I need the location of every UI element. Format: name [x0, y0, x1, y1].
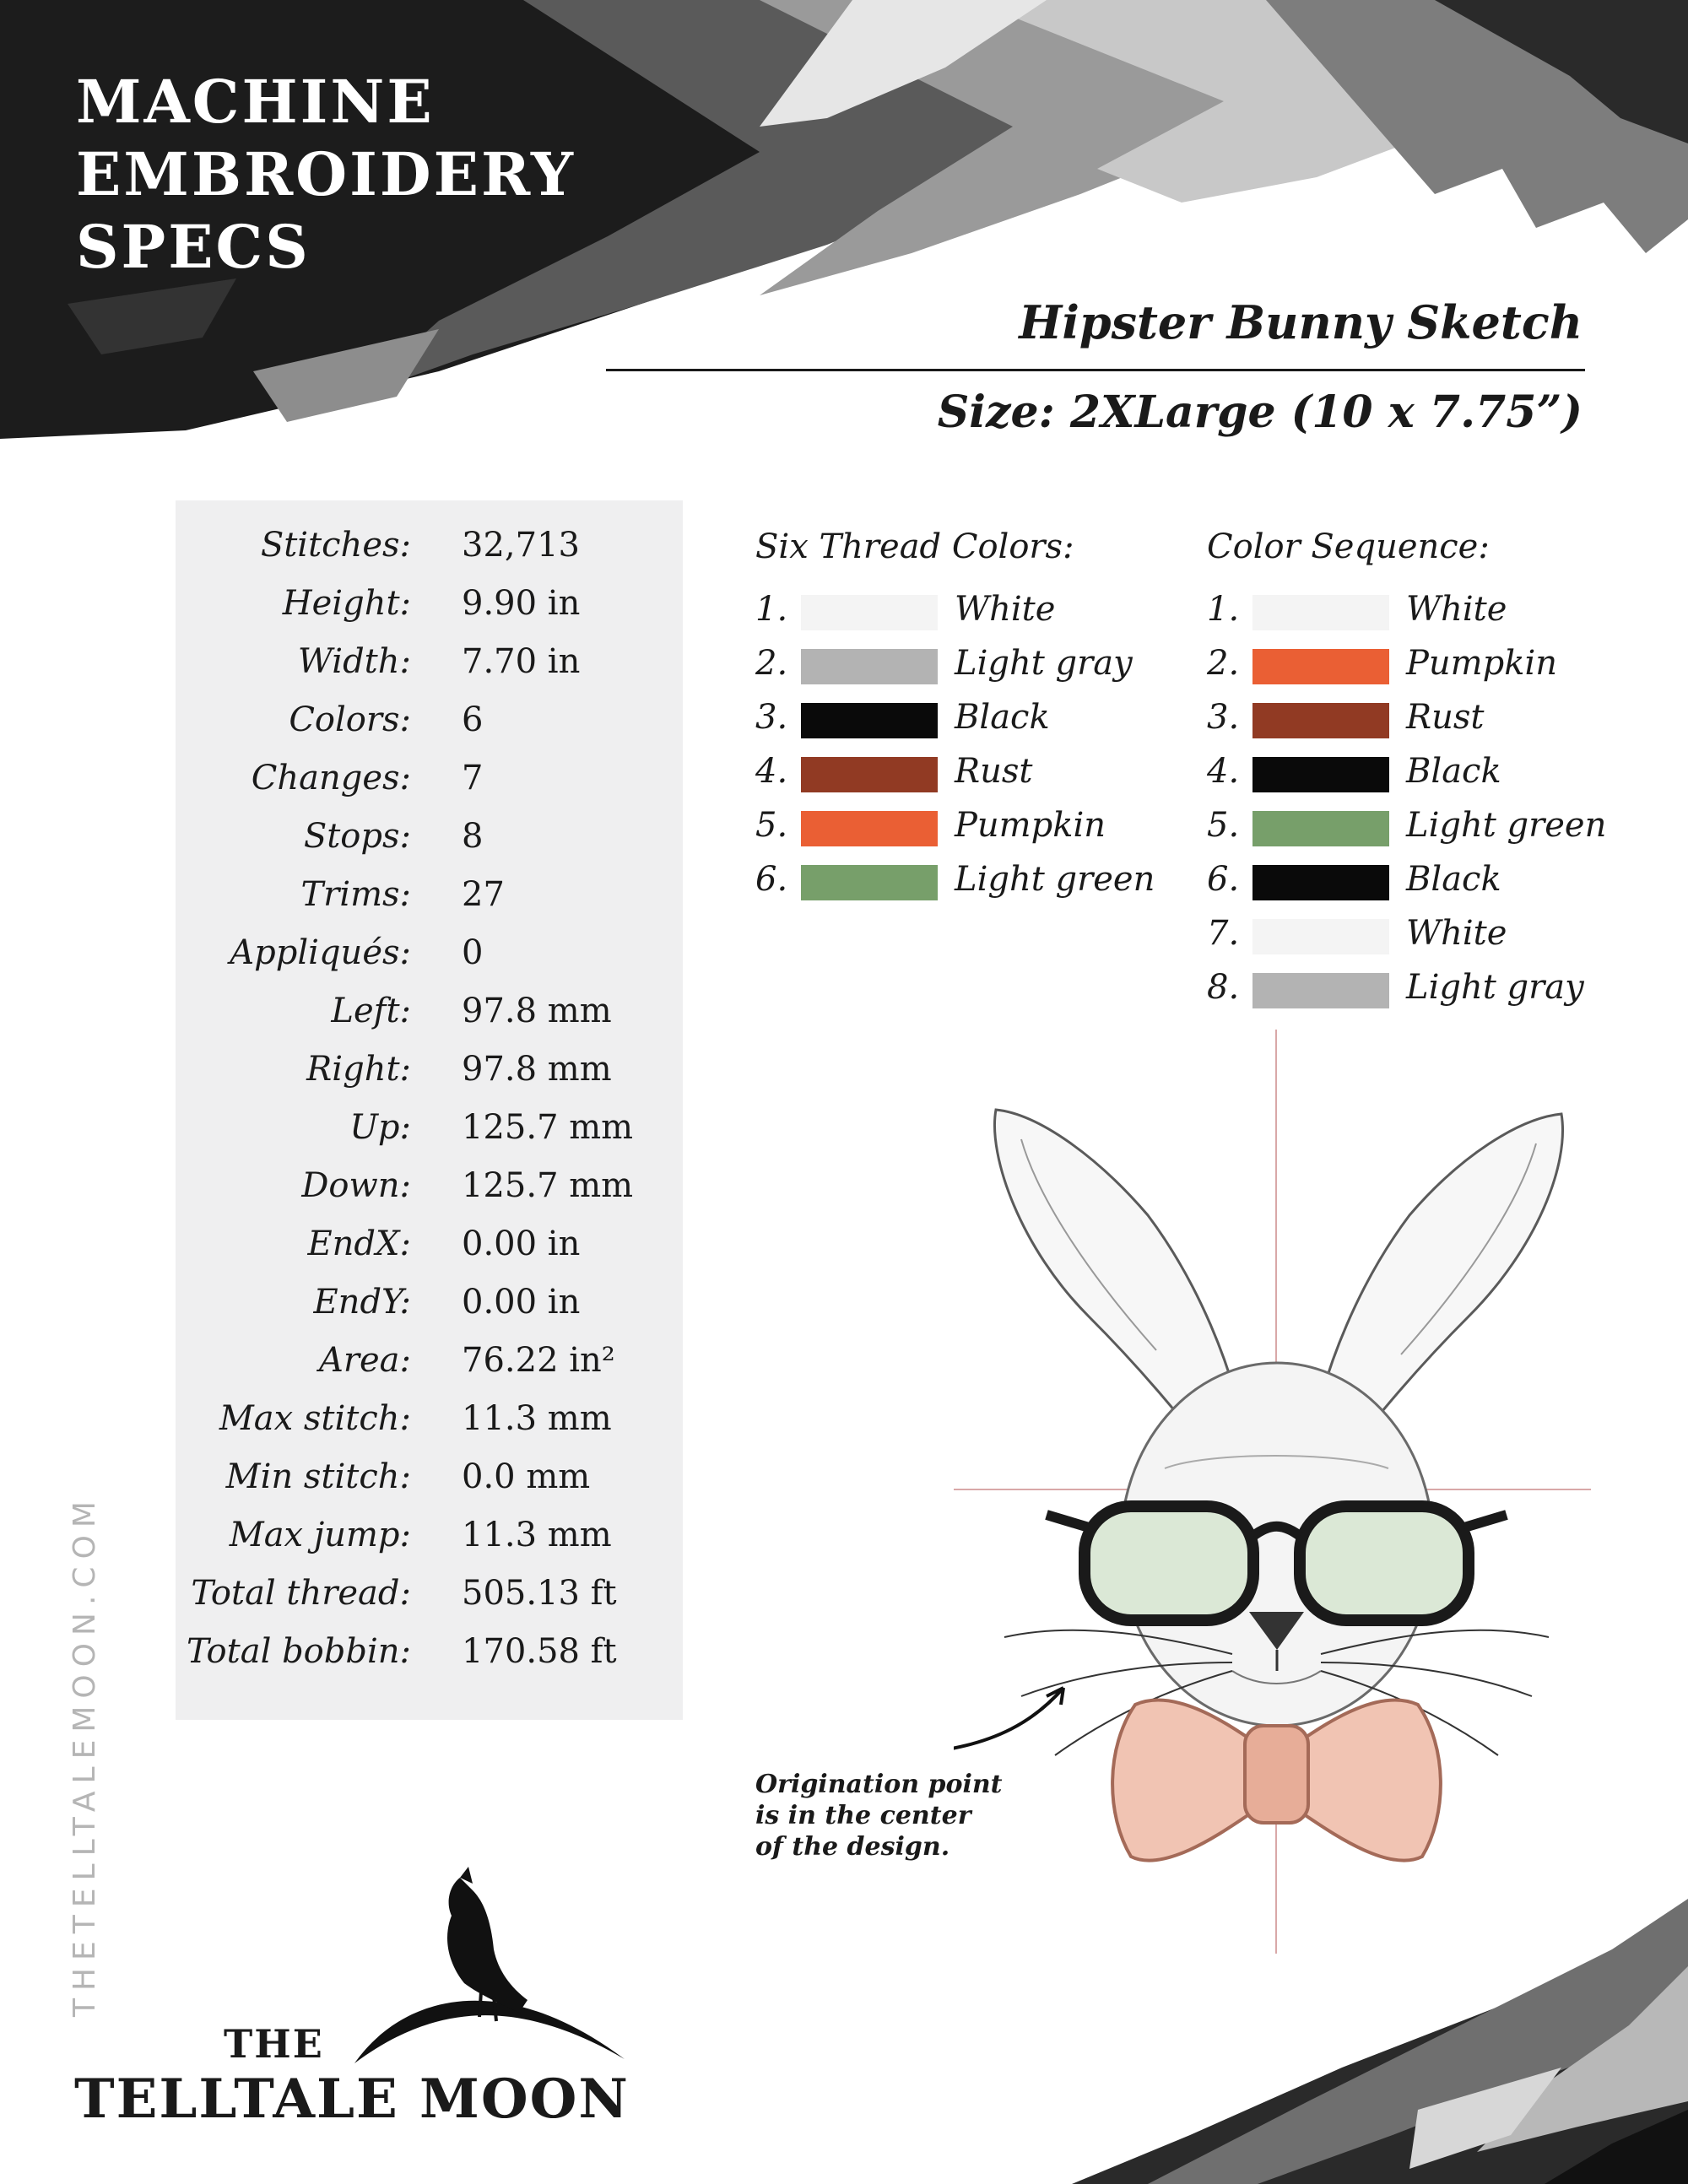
color-number: 5. [1207, 806, 1240, 845]
spec-value: 76.22 in² [462, 1341, 615, 1380]
color-name: Black [1406, 752, 1501, 791]
thread-color-item [755, 860, 1160, 919]
color-number: 4. [1207, 752, 1240, 791]
color-name: Light gray [1406, 968, 1584, 1007]
color-name: Light green [955, 860, 1155, 899]
spec-row [176, 933, 683, 992]
spec-row [176, 875, 683, 933]
color-swatch [801, 865, 938, 900]
sequence-item [1207, 590, 1646, 649]
spec-label: Min stitch: [225, 1457, 411, 1496]
color-number: 1. [1207, 590, 1240, 629]
color-number: 3. [755, 698, 788, 737]
color-number: 6. [755, 860, 788, 899]
color-number: 6. [1207, 860, 1240, 899]
spec-value: 170.58 ft [462, 1632, 617, 1671]
spec-value: 505.13 ft [462, 1574, 617, 1613]
origin-arrow [954, 1688, 1063, 1751]
spec-row [176, 1399, 683, 1457]
origin-note [755, 1769, 1003, 1862]
spec-value: 11.3 mm [462, 1399, 612, 1438]
sequence-item [1207, 806, 1646, 865]
color-number: 2. [1207, 644, 1240, 683]
thread-color-item [755, 698, 1160, 757]
color-number: 7. [1207, 914, 1240, 953]
color-swatch [801, 649, 938, 684]
color-swatch [1252, 919, 1389, 954]
color-swatch [1252, 595, 1389, 630]
spec-row [176, 1574, 683, 1632]
spec-row [176, 759, 683, 817]
spec-row [176, 1516, 683, 1574]
bunny-design-preview [954, 1030, 1595, 1958]
spec-label: Total thread: [191, 1574, 411, 1613]
title-line-specs: SPECS [76, 212, 311, 282]
color-swatch [1252, 703, 1389, 738]
title-line-machine: MACHINE [76, 67, 435, 137]
spec-label: Changes: [251, 759, 411, 797]
sequence-item [1207, 968, 1646, 1027]
color-name: Pumpkin [1406, 644, 1558, 683]
spec-value: 8 [462, 817, 484, 856]
title-divider [606, 369, 1585, 371]
spec-value: 32,713 [462, 526, 580, 565]
spec-row [176, 700, 683, 759]
spec-label: Colors: [289, 700, 411, 739]
brand-name: TELLTALE MOON [74, 2068, 630, 2131]
color-number: 3. [1207, 698, 1240, 737]
color-swatch [801, 811, 938, 846]
origin-note-line: Origination point [755, 1770, 1003, 1799]
website-url: THETELLTALEMOON.COM [68, 1494, 102, 2017]
spec-value: 125.7 mm [462, 1166, 634, 1205]
spec-label: Up: [349, 1108, 411, 1147]
color-swatch [801, 703, 938, 738]
color-number: 2. [755, 644, 788, 683]
spec-value: 11.3 mm [462, 1516, 612, 1554]
spec-row [176, 1283, 683, 1341]
color-name: Rust [1406, 698, 1485, 737]
color-name: Pumpkin [955, 806, 1106, 845]
spec-row [176, 526, 683, 584]
sequence-item [1207, 644, 1646, 703]
color-sequence-title: Color Sequence: [1207, 527, 1490, 566]
spec-label: Max stitch: [219, 1399, 411, 1438]
color-swatch [1252, 865, 1389, 900]
spec-row [176, 584, 683, 642]
thread-color-item [755, 752, 1160, 811]
color-name: Black [1406, 860, 1501, 899]
spec-label: Right: [306, 1050, 411, 1089]
color-name: White [955, 590, 1056, 629]
color-name: Rust [955, 752, 1033, 791]
color-swatch [1252, 649, 1389, 684]
color-number: 5. [755, 806, 788, 845]
spec-row [176, 817, 683, 875]
spec-value: 7.70 in [462, 642, 581, 681]
page-title [76, 66, 576, 284]
color-swatch [1252, 811, 1389, 846]
color-sequence-list [1207, 590, 1646, 1034]
spec-value: 0.00 in [462, 1224, 581, 1263]
color-number: 1. [755, 590, 788, 629]
spec-row [176, 992, 683, 1050]
spec-row [176, 1632, 683, 1690]
title-line-embroidery: EMBROIDERY [76, 139, 576, 209]
spec-row [176, 1457, 683, 1516]
spec-label: Stops: [303, 817, 411, 856]
spec-value: 9.90 in [462, 584, 581, 623]
origin-note-line: of the design. [755, 1832, 950, 1862]
sequence-item [1207, 860, 1646, 919]
color-number: 8. [1207, 968, 1240, 1007]
spec-value: 0.00 in [462, 1283, 581, 1322]
spec-value: 0.0 mm [462, 1457, 591, 1496]
crow-moon-logo-icon [354, 1865, 633, 2068]
spec-label: EndY: [313, 1283, 411, 1322]
spec-value: 7 [462, 759, 484, 797]
specs-panel [176, 500, 683, 1720]
color-swatch [1252, 973, 1389, 1008]
spec-value: 97.8 mm [462, 1050, 612, 1089]
color-name: Light green [1406, 806, 1607, 845]
thread-color-item [755, 644, 1160, 703]
spec-row [176, 1050, 683, 1108]
color-swatch [801, 595, 938, 630]
spec-label: Left: [331, 992, 411, 1030]
spec-value: 27 [462, 875, 505, 914]
color-name: Light gray [955, 644, 1133, 683]
spec-label: Max jump: [229, 1516, 411, 1554]
spec-label: Area: [318, 1341, 411, 1380]
spec-label: Height: [282, 584, 411, 623]
spec-value: 97.8 mm [462, 992, 612, 1030]
thread-color-item [755, 806, 1160, 865]
spec-row [176, 1341, 683, 1399]
spec-label: Trims: [300, 875, 411, 914]
thread-color-item [755, 590, 1160, 649]
color-name: Black [955, 698, 1050, 737]
color-name: White [1406, 590, 1507, 629]
color-swatch [801, 757, 938, 792]
sequence-item [1207, 914, 1646, 973]
brand-the: THE [224, 2021, 324, 2067]
color-number: 4. [755, 752, 788, 791]
spec-row [176, 1166, 683, 1224]
spec-label: Down: [301, 1166, 411, 1205]
design-size: Size: 2XLarge (10 x 7.75”) [937, 387, 1582, 438]
thread-colors-list [755, 590, 1160, 1034]
origin-note-line: is in the center [755, 1801, 971, 1830]
spec-value: 6 [462, 700, 484, 739]
sequence-item [1207, 752, 1646, 811]
spec-label: Appliqués: [230, 933, 411, 972]
spec-value: 125.7 mm [462, 1108, 634, 1147]
spec-row [176, 1108, 683, 1166]
color-name: White [1406, 914, 1507, 953]
spec-row [176, 642, 683, 700]
color-swatch [1252, 757, 1389, 792]
sequence-item [1207, 698, 1646, 757]
design-name: Hipster Bunny Sketch [1019, 295, 1582, 349]
spec-label: Stitches: [260, 526, 411, 565]
spec-label: EndX: [307, 1224, 411, 1263]
spec-row [176, 1224, 683, 1283]
thread-colors-title: Six Thread Colors: [755, 527, 1074, 566]
spec-label: Width: [297, 642, 411, 681]
spec-label: Total bobbin: [186, 1632, 411, 1671]
spec-value: 0 [462, 933, 484, 972]
